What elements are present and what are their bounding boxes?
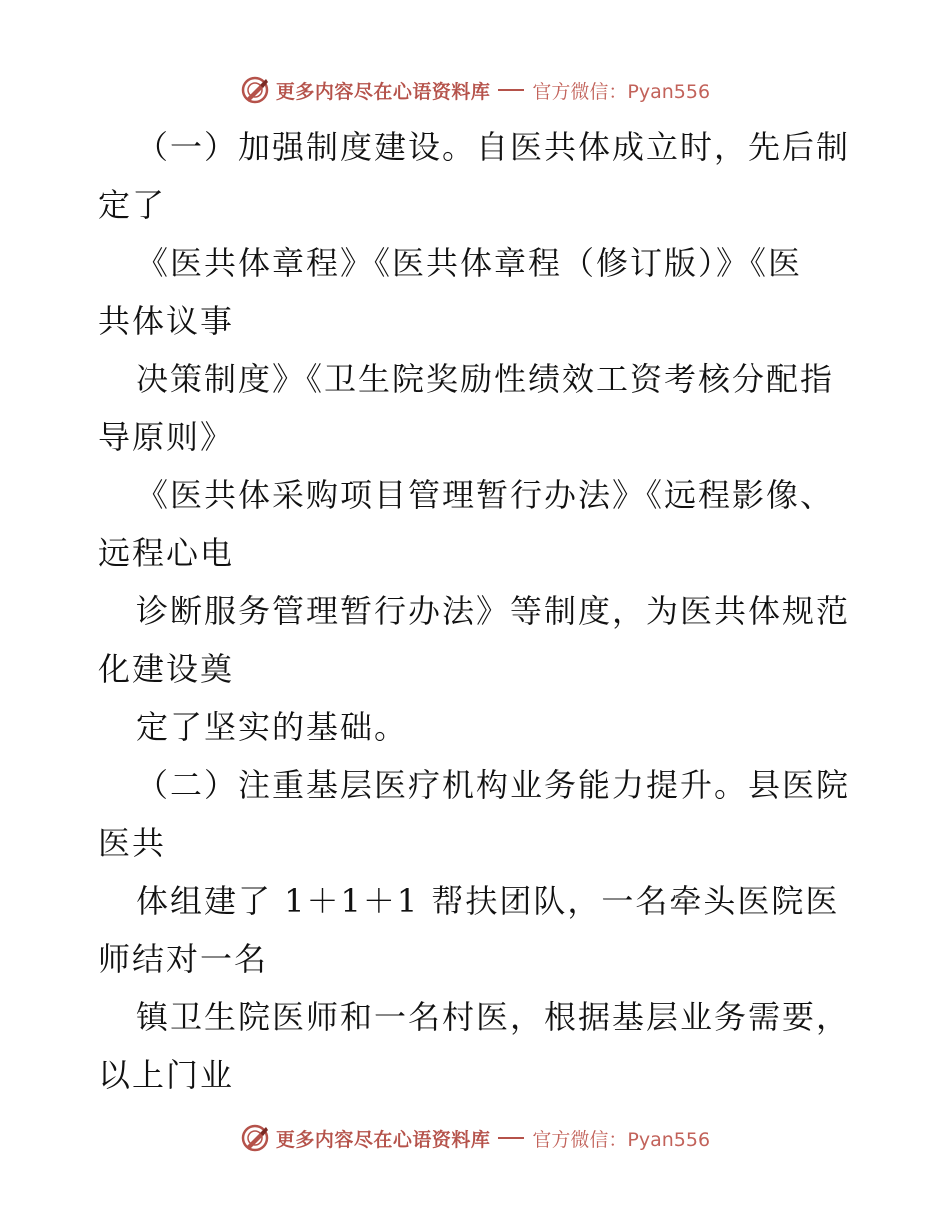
text-line: 定了坚实的基础。 xyxy=(136,708,409,746)
text-line: 远程心电 xyxy=(98,534,235,572)
text-line: 诊断服务管理暂行办法》等制度，为医共体规范 xyxy=(136,592,851,630)
banner-wechat: 官方微信：Pyan556 xyxy=(532,80,711,103)
text-line: 师结对一名 xyxy=(98,940,269,978)
text-line: （二）注重基层医疗机构业务能力提升。县医院 xyxy=(136,766,851,804)
text-line: 体组建了 1＋1＋1 帮扶团队，一名牵头医院医 xyxy=(136,882,840,920)
pen-logo-icon xyxy=(240,75,270,105)
banner-separator xyxy=(498,89,524,91)
text-line: 决策制度》《卫生院奖励性绩效工资考核分配指 xyxy=(136,360,835,398)
footer-banner xyxy=(0,1118,950,1158)
text-line: 医共 xyxy=(98,824,167,862)
text-line: 《医共体章程》《医共体章程（修订版）》《医 xyxy=(136,244,803,282)
text-line: 镇卫生院医师和一名村医，根据基层业务需要， xyxy=(136,998,851,1036)
document-body xyxy=(98,118,868,1104)
banner-wechat: 官方微信：Pyan556 xyxy=(532,1128,711,1151)
banner-title: 更多内容尽在心语资料库 xyxy=(275,1128,491,1151)
text-line: 以上门业 xyxy=(98,1056,235,1094)
text-line: 共体议事 xyxy=(98,302,235,340)
banner-title: 更多内容尽在心语资料库 xyxy=(275,80,491,103)
text-line: 《医共体采购项目管理暂行办法》《远程影像、 xyxy=(136,476,835,514)
header-banner xyxy=(0,70,950,110)
banner-separator xyxy=(498,1137,524,1139)
text-line: （一）加强制度建设。自医共体成立时，先后制 xyxy=(136,128,851,166)
pen-logo-icon xyxy=(240,1123,270,1153)
text-line: 导原则》 xyxy=(98,418,235,456)
text-line: 定了 xyxy=(98,186,167,224)
text-line: 化建设奠 xyxy=(98,650,235,688)
